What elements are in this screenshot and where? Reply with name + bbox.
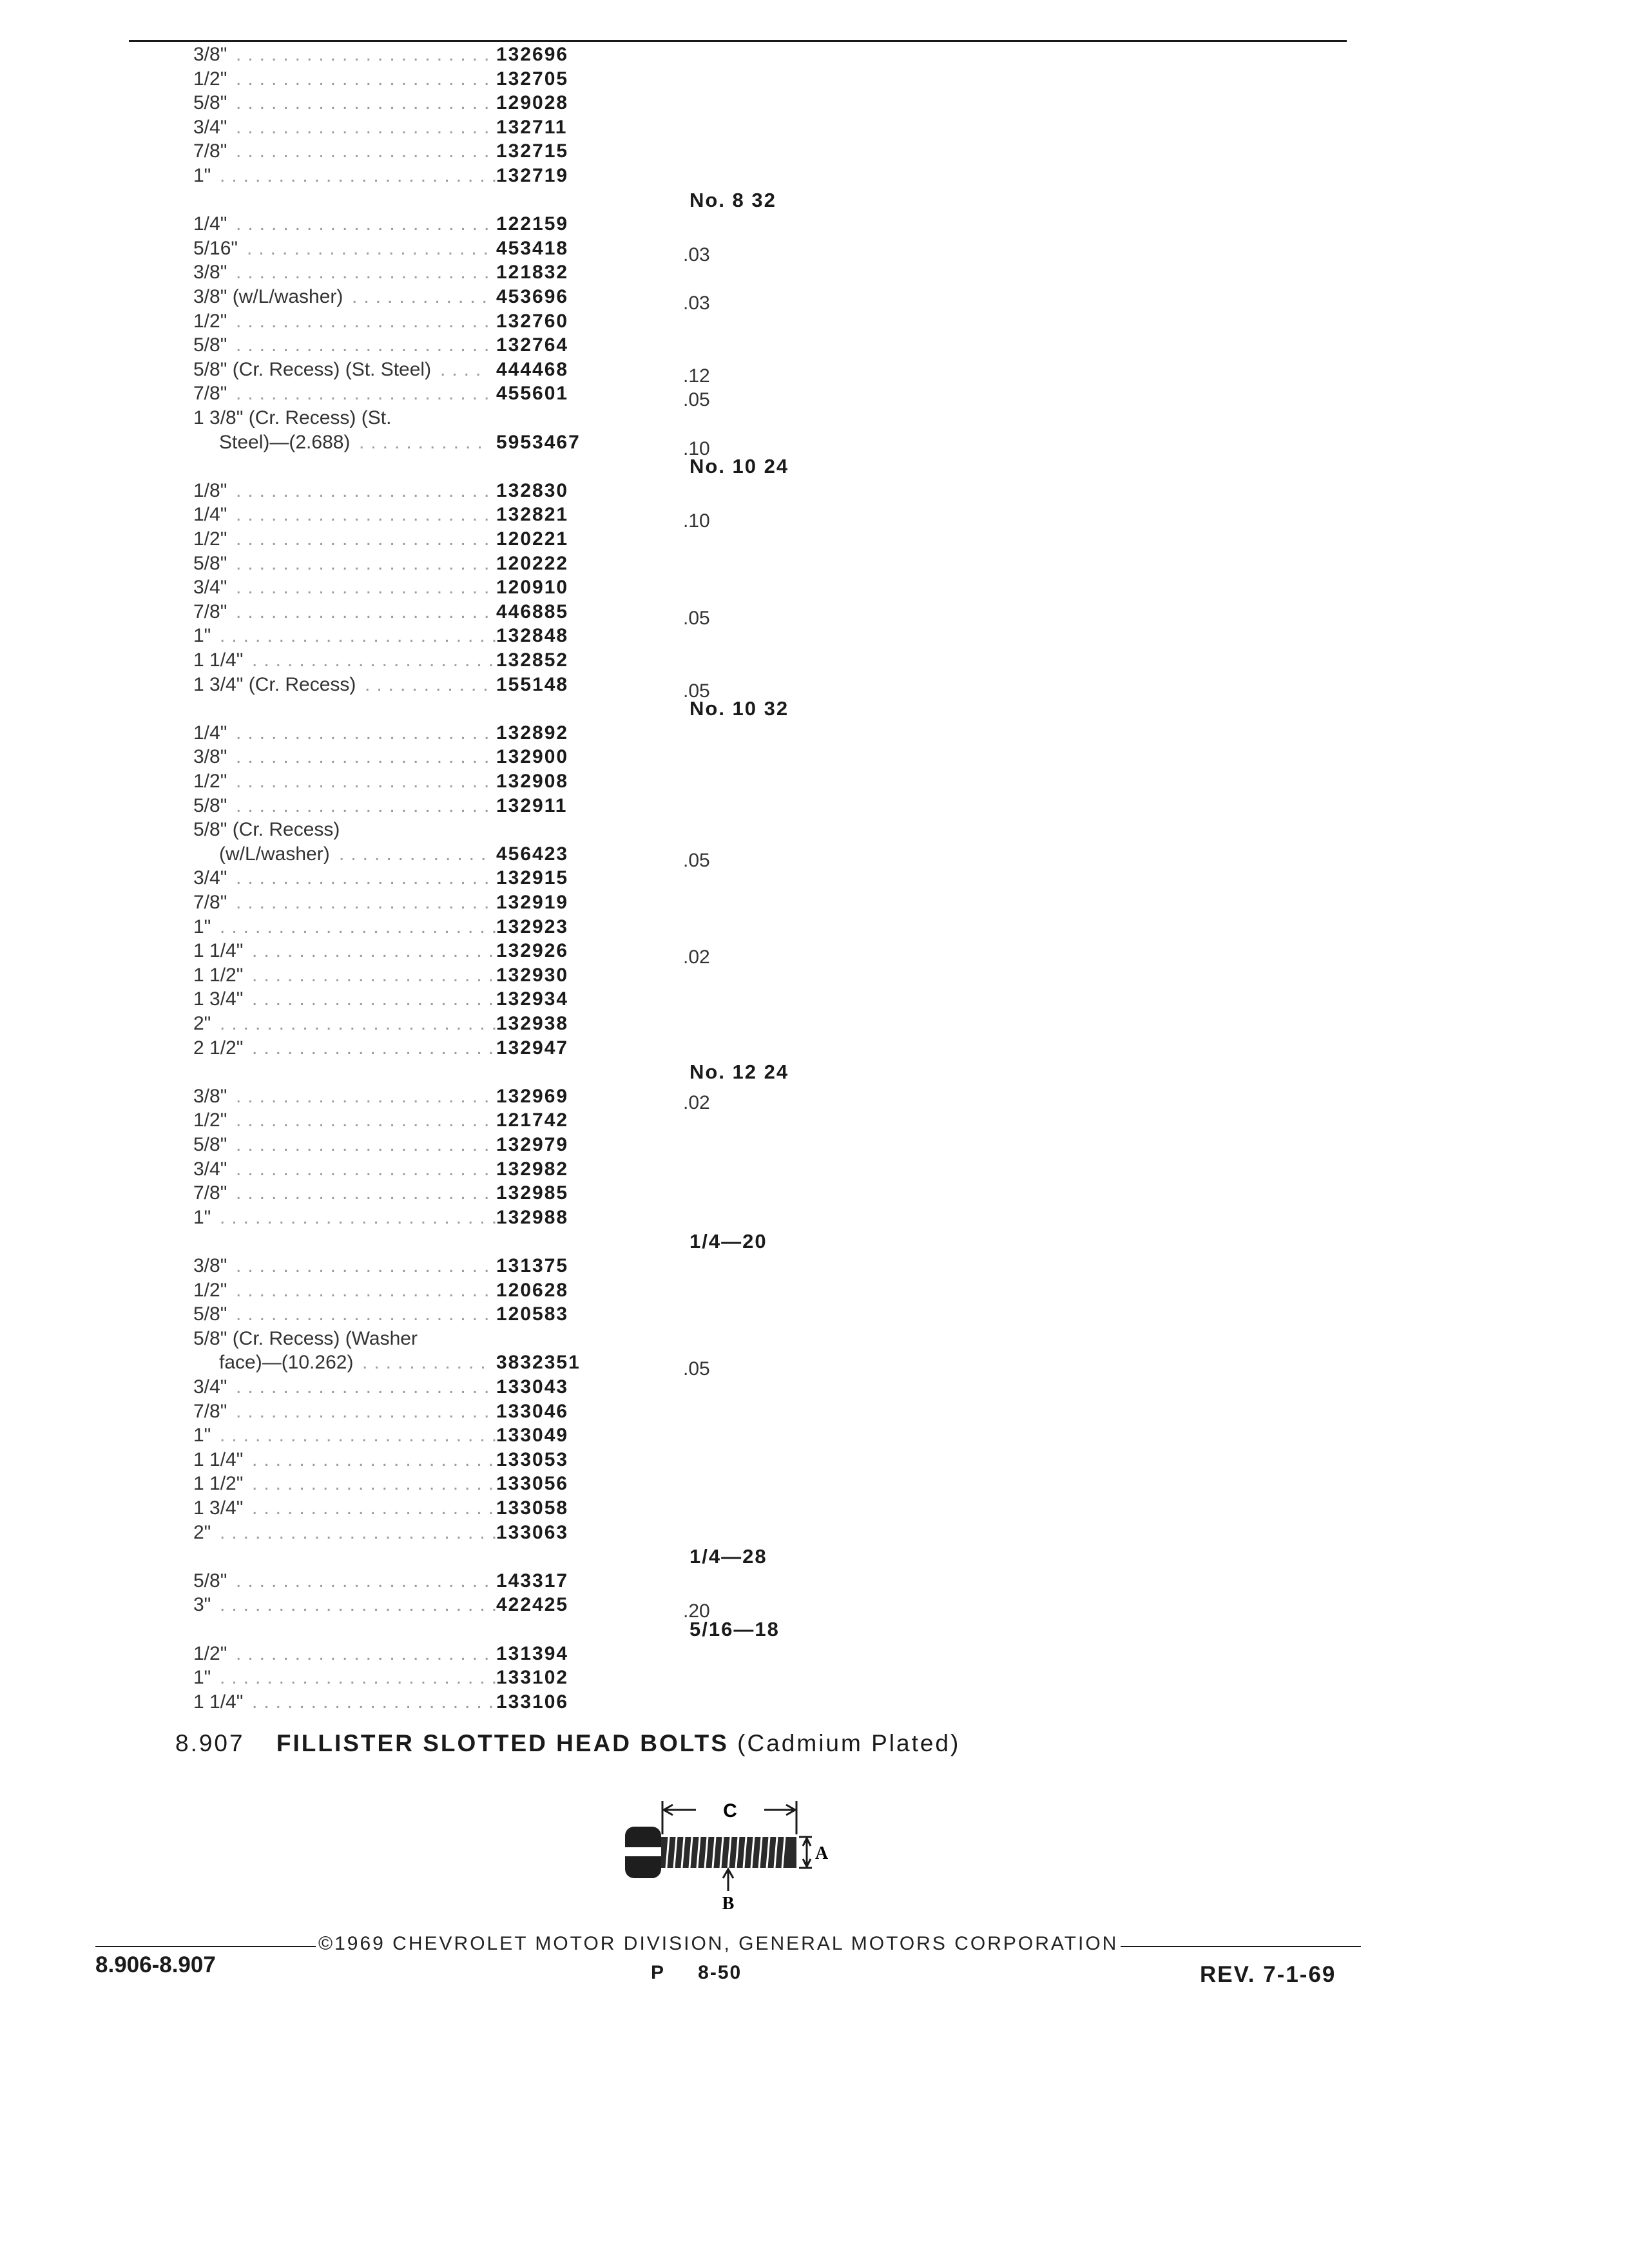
- leader-dots: ......................: [236, 1376, 496, 1398]
- bolt-length: 5/8": [193, 1570, 227, 1591]
- bolt-length: 1/4": [193, 504, 227, 525]
- bolt-head: [625, 1827, 661, 1878]
- bolt-length: 7/8": [193, 1182, 227, 1204]
- bolt-length: 1 1/4": [193, 649, 244, 671]
- bolt-length: 1/4": [193, 722, 227, 744]
- bolt-length: 1": [193, 1207, 211, 1228]
- bolt-length: 5/8": [193, 1303, 227, 1325]
- leader-dots: ............: [352, 286, 494, 307]
- part-number: 132934: [496, 988, 569, 1010]
- bolt-length: 5/8": [193, 334, 227, 356]
- leader-dots: .....................: [252, 1473, 501, 1494]
- bolt-length: 1": [193, 625, 211, 646]
- bolt-length: 3/8": [193, 1255, 227, 1276]
- leader-dots: ......................: [236, 1401, 496, 1422]
- part-number: 132969: [496, 1086, 569, 1107]
- bolt-length: face)—(10.262): [219, 1352, 354, 1373]
- bolt-length: (w/L/washer): [219, 843, 330, 865]
- bolt-length: 1": [193, 916, 211, 937]
- leader-dots: .............: [339, 843, 493, 865]
- leader-dots: ......................: [236, 117, 496, 138]
- bolt-length: 5/8": [193, 795, 227, 816]
- bolt-length: 5/16": [193, 238, 238, 259]
- bolt-length: 1 1/2": [193, 965, 244, 986]
- bolt-length: 7/8": [193, 1401, 227, 1422]
- thread-group-heading: 1/4—20: [689, 1230, 767, 1253]
- bolt-length: 7/8": [193, 601, 227, 622]
- bolt-diagram: [612, 1788, 857, 1917]
- part-number: 3832351: [496, 1352, 581, 1373]
- leader-dots: ........................: [220, 1522, 504, 1543]
- part-number: 132908: [496, 771, 569, 792]
- unit-price: .05: [683, 850, 710, 871]
- part-number: 143317: [496, 1570, 569, 1591]
- part-number: 133102: [496, 1667, 569, 1688]
- unit-price: .03: [683, 293, 710, 314]
- leader-dots: ......................: [236, 1570, 496, 1591]
- bolt-length: 1/4": [193, 213, 227, 235]
- bolt-length: 3/4": [193, 1158, 227, 1180]
- unit-price: .02: [683, 947, 710, 968]
- bolt-length: 1/2": [193, 1643, 227, 1664]
- bolt-length: 1 3/4": [193, 1497, 244, 1519]
- bolt-length: 7/8": [193, 892, 227, 913]
- leader-dots: .....................: [252, 1497, 501, 1519]
- part-number: 120222: [496, 553, 569, 574]
- leader-dots: ......................: [236, 795, 496, 816]
- leader-dots: .....................: [247, 238, 496, 259]
- bolt-length: 1/2": [193, 1280, 227, 1301]
- bolt-length: 3/8": [193, 262, 227, 283]
- part-number: 132923: [496, 916, 569, 937]
- part-number: 455601: [496, 383, 569, 404]
- page-number: P 8-50: [651, 1962, 742, 1983]
- part-number: 121832: [496, 262, 569, 283]
- part-number: 453418: [496, 238, 569, 259]
- bolt-length: 3": [193, 1594, 211, 1615]
- bolt-length: 3/4": [193, 867, 227, 889]
- bolt-length: 1/2": [193, 1110, 227, 1131]
- leader-dots: .....................: [252, 940, 501, 961]
- label-b: B: [722, 1894, 735, 1914]
- leader-dots: ......................: [236, 311, 496, 332]
- leader-dots: ......................: [236, 1280, 496, 1301]
- unit-price: .05: [683, 389, 710, 410]
- bolt-length: 5/8": [193, 553, 227, 574]
- page-range: 8.906-8.907: [95, 1952, 216, 1977]
- bolt-length: 3/8" (w/L/washer): [193, 286, 343, 307]
- unit-price: .20: [683, 1600, 710, 1622]
- part-number: 132926: [496, 940, 569, 961]
- part-number: 132848: [496, 625, 569, 646]
- part-number: 133106: [496, 1691, 569, 1713]
- section-number: 8.907: [175, 1730, 245, 1756]
- bolt-length: 1 1/4": [193, 1449, 244, 1470]
- leader-dots: ......................: [236, 1134, 496, 1155]
- part-number: 132911: [496, 795, 568, 816]
- leader-dots: ........................: [220, 625, 504, 646]
- bolt-shank: [661, 1837, 796, 1868]
- leader-dots: ......................: [236, 92, 496, 113]
- leader-dots: ........................: [220, 165, 504, 186]
- bolt-length: 2": [193, 1522, 211, 1543]
- bolt-length: 1": [193, 1667, 211, 1688]
- bolt-length: 1/2": [193, 68, 227, 90]
- part-number: 444468: [496, 359, 569, 380]
- dimension-b: [723, 1869, 733, 1891]
- part-number: 5953467: [496, 432, 581, 453]
- part-number: 133063: [496, 1522, 569, 1543]
- bolt-length: 1 1/4": [193, 1691, 244, 1713]
- unit-price: .10: [683, 438, 710, 459]
- leader-dots: ......................: [236, 1303, 496, 1325]
- leader-dots: ......................: [236, 1086, 496, 1107]
- leader-dots: ......................: [236, 334, 496, 356]
- part-number: 120221: [496, 528, 569, 550]
- leader-dots: .....................: [252, 965, 501, 986]
- part-number: 132979: [496, 1134, 569, 1155]
- part-number: 133049: [496, 1425, 569, 1446]
- revision-date: REV. 7-1-69: [1200, 1962, 1336, 1987]
- part-number: 132930: [496, 965, 569, 986]
- part-number: 120910: [496, 577, 569, 598]
- unit-price: .05: [683, 608, 710, 629]
- leader-dots: ......................: [236, 528, 496, 550]
- leader-dots: ......................: [236, 480, 496, 501]
- leader-dots: ....: [440, 359, 488, 380]
- part-number: 133053: [496, 1449, 569, 1470]
- bolt-length: 3/4": [193, 577, 227, 598]
- leader-dots: ........................: [220, 1207, 504, 1228]
- leader-dots: ...........: [362, 1352, 492, 1373]
- leader-dots: ........................: [220, 916, 504, 937]
- part-number: 120628: [496, 1280, 569, 1301]
- part-number: 131394: [496, 1643, 569, 1664]
- leader-dots: ......................: [236, 504, 496, 525]
- part-number: 155148: [496, 674, 569, 695]
- part-number: 132852: [496, 649, 569, 671]
- bolt-length: 1/2": [193, 528, 227, 550]
- part-number: 122159: [496, 213, 569, 235]
- bolt-length: 1/2": [193, 311, 227, 332]
- leader-dots: ......................: [236, 213, 496, 235]
- bolt-length: 1/2": [193, 771, 227, 792]
- thread-group-heading: No. 8 32: [689, 189, 776, 211]
- part-number: 453696: [496, 286, 569, 307]
- unit-price: .10: [683, 510, 710, 532]
- section-note: (Cadmium Plated): [737, 1730, 961, 1756]
- bolt-length: 2 1/2": [193, 1037, 244, 1059]
- unit-price: .02: [683, 1092, 710, 1113]
- part-number: 132715: [496, 140, 569, 162]
- bolt-length: 1/8": [193, 480, 227, 501]
- bolt-length: 1 3/4" (Cr. Recess): [193, 674, 356, 695]
- leader-dots: ......................: [236, 577, 496, 598]
- part-number: 132919: [496, 892, 569, 913]
- leader-dots: ......................: [236, 722, 496, 744]
- part-number: 132711: [496, 117, 568, 138]
- part-number: 133046: [496, 1401, 569, 1422]
- leader-dots: .....................: [252, 649, 501, 671]
- leader-dots: ......................: [236, 140, 496, 162]
- part-number: 132719: [496, 165, 569, 186]
- part-number: 132892: [496, 722, 569, 744]
- label-a: A: [815, 1843, 829, 1863]
- leader-dots: ......................: [236, 746, 496, 767]
- bolt-length: 1 3/8" (Cr. Recess) (St.: [193, 407, 392, 428]
- part-number: 132938: [496, 1013, 569, 1034]
- part-number: 132764: [496, 334, 569, 356]
- part-number: 121742: [496, 1110, 569, 1131]
- leader-dots: ......................: [236, 44, 496, 65]
- leader-dots: .....................: [252, 988, 501, 1010]
- part-number: 132900: [496, 746, 569, 767]
- part-number: 129028: [496, 92, 569, 113]
- part-number: 132915: [496, 867, 569, 889]
- bolt-length: 3/8": [193, 1086, 227, 1107]
- part-number: 132982: [496, 1158, 569, 1180]
- leader-dots: ......................: [236, 1643, 496, 1664]
- part-number: 133043: [496, 1376, 569, 1398]
- leader-dots: ...........: [359, 432, 489, 453]
- part-number: 132830: [496, 480, 569, 501]
- part-number: 132988: [496, 1207, 569, 1228]
- bolt-length: 3/4": [193, 117, 227, 138]
- leader-dots: ........................: [220, 1013, 504, 1034]
- thread-group-heading: No. 10 24: [689, 455, 789, 477]
- part-number: 446885: [496, 601, 569, 622]
- unit-price: .05: [683, 680, 710, 702]
- thread-group-heading: 1/4—28: [689, 1545, 767, 1568]
- bolt-length: 3/4": [193, 1376, 227, 1398]
- leader-dots: ......................: [236, 1110, 496, 1131]
- leader-dots: ......................: [236, 771, 496, 792]
- bolt-length: 5/8" (Cr. Recess) (Washer: [193, 1328, 418, 1349]
- bolt-length: 3/8": [193, 44, 227, 65]
- leader-dots: .....................: [252, 1037, 501, 1059]
- bolt-length: Steel)—(2.688): [219, 432, 351, 453]
- leader-dots: .....................: [252, 1449, 501, 1470]
- dimension-a: [799, 1837, 812, 1868]
- part-number: 132705: [496, 68, 569, 90]
- bolt-length: 1": [193, 165, 211, 186]
- leader-dots: ...........: [365, 674, 495, 695]
- leader-dots: ......................: [236, 383, 496, 404]
- thread-group-heading: No. 10 32: [689, 697, 789, 720]
- leader-dots: ........................: [220, 1594, 504, 1615]
- part-number: 120583: [496, 1303, 569, 1325]
- part-number: 132985: [496, 1182, 569, 1204]
- leader-dots: ........................: [220, 1667, 504, 1688]
- part-number: 132696: [496, 44, 569, 65]
- bolt-length: 1 1/4": [193, 940, 244, 961]
- leader-dots: ......................: [236, 1182, 496, 1204]
- leader-dots: ......................: [236, 1158, 496, 1180]
- bolt-length: 3/8": [193, 746, 227, 767]
- unit-price: .12: [683, 365, 710, 387]
- bolt-length: 5/8" (Cr. Recess): [193, 819, 340, 840]
- part-number: 133056: [496, 1473, 569, 1494]
- part-number: 132821: [496, 504, 569, 525]
- section-title: [175, 1730, 960, 1757]
- part-number: 456423: [496, 843, 569, 865]
- leader-dots: ......................: [236, 553, 496, 574]
- part-number: 132947: [496, 1037, 569, 1059]
- part-number: 422425: [496, 1594, 569, 1615]
- part-number: 131375: [496, 1255, 569, 1276]
- copyright-line: ©1969 CHEVROLET MOTOR DIVISION, GENERAL MOTORS CORPORATION: [316, 1933, 1121, 1955]
- part-number: 132760: [496, 311, 569, 332]
- thread-group-heading: 5/16—18: [689, 1618, 780, 1640]
- leader-dots: ......................: [236, 601, 496, 622]
- bolt-length: 1 3/4": [193, 988, 244, 1010]
- part-number: 133058: [496, 1497, 569, 1519]
- label-c: C: [723, 1800, 737, 1821]
- leader-dots: ........................: [220, 1425, 504, 1446]
- unit-price: .05: [683, 1358, 710, 1379]
- leader-dots: ......................: [236, 892, 496, 913]
- bolt-length: 1": [193, 1425, 211, 1446]
- leader-dots: ......................: [236, 867, 496, 889]
- leader-dots: ......................: [236, 1255, 496, 1276]
- section-heading: FILLISTER SLOTTED HEAD BOLTS: [276, 1730, 729, 1756]
- bolt-length: 5/8": [193, 1134, 227, 1155]
- leader-dots: .....................: [252, 1691, 501, 1713]
- bolt-length: 7/8": [193, 383, 227, 404]
- bolt-length: 5/8" (Cr. Recess) (St. Steel): [193, 359, 432, 380]
- thread-group-heading: No. 12 24: [689, 1061, 789, 1083]
- leader-dots: ......................: [236, 68, 496, 90]
- leader-dots: ......................: [236, 262, 496, 283]
- bolt-length: 5/8": [193, 92, 227, 113]
- bolt-length: 7/8": [193, 140, 227, 162]
- unit-price: .03: [683, 244, 710, 265]
- bolt-length: 2": [193, 1013, 211, 1034]
- bolt-length: 1 1/2": [193, 1473, 244, 1494]
